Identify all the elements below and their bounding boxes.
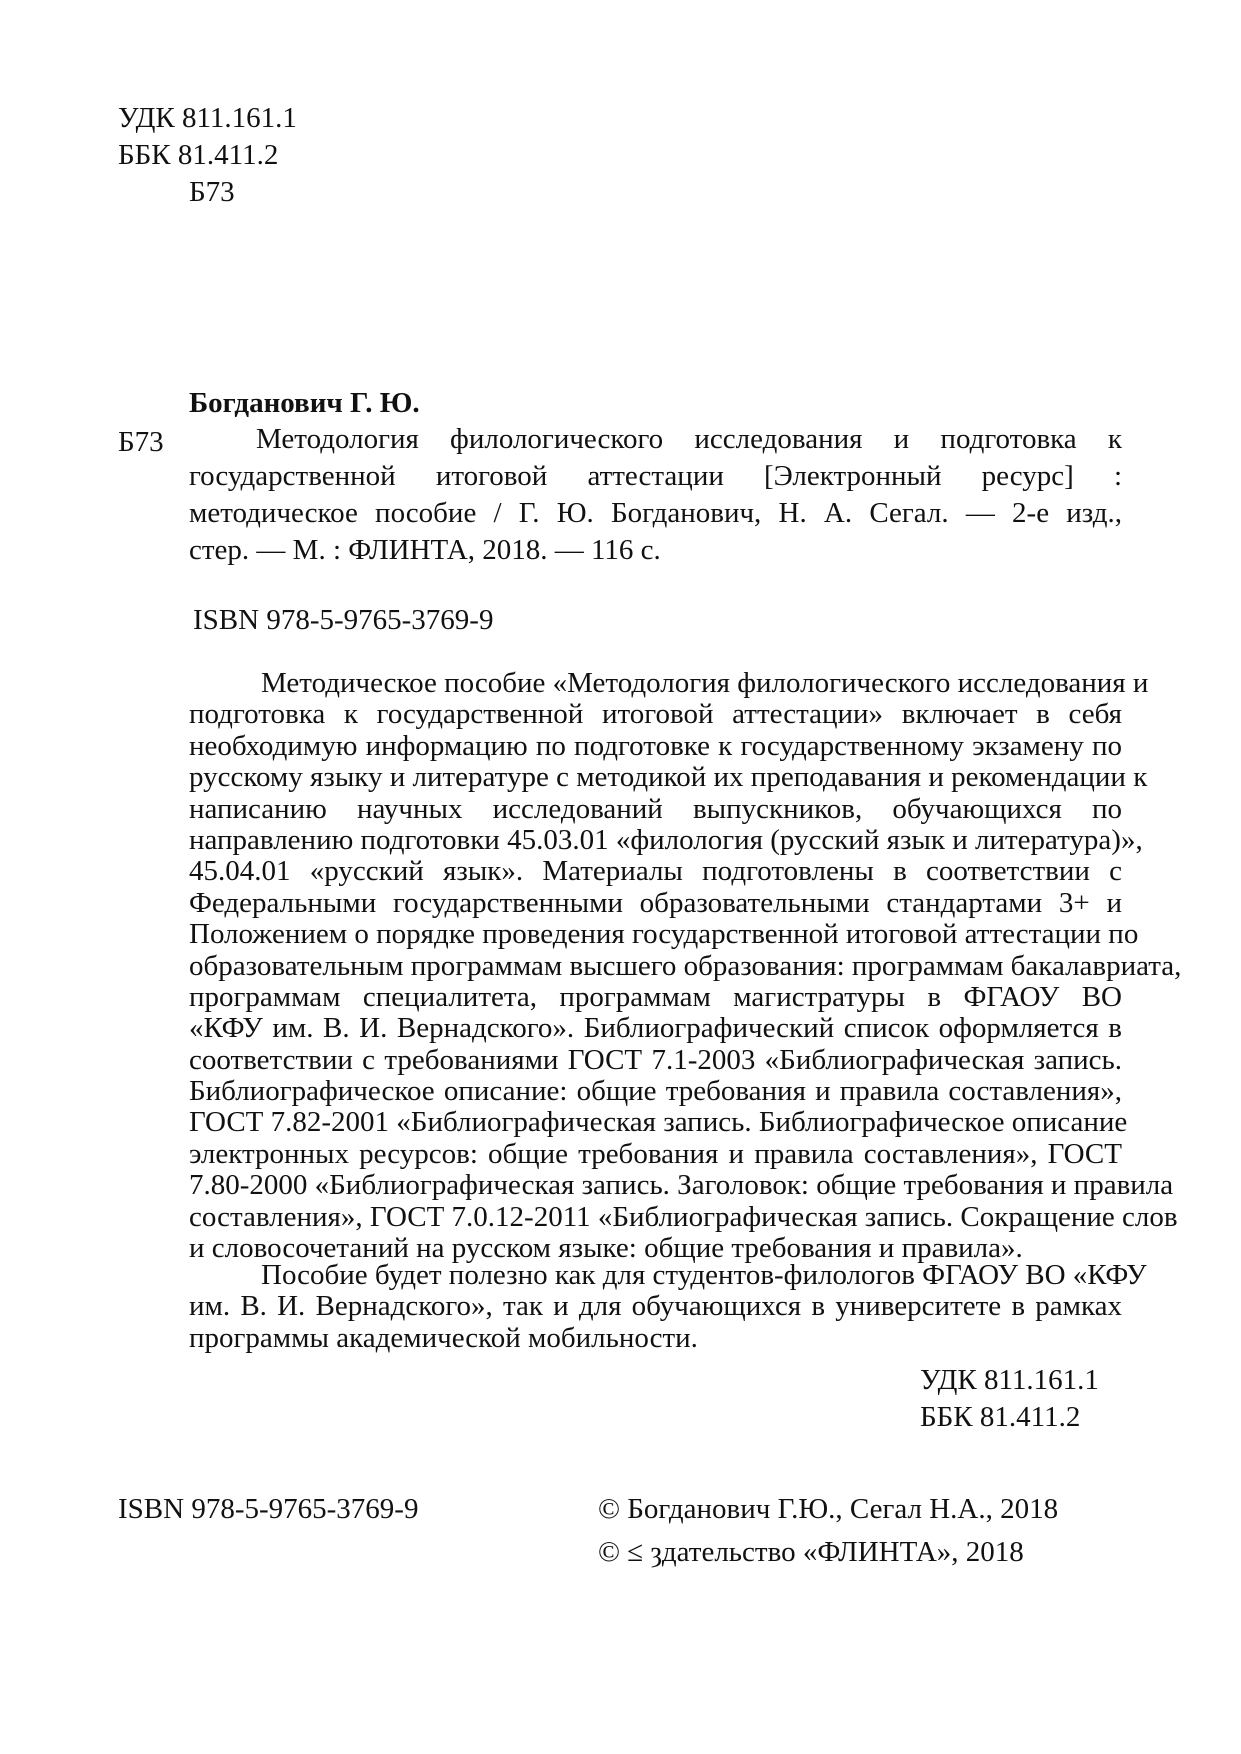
annotation-line: Библиографическое описание: общие требования и правила составления», <box>189 1075 1122 1108</box>
copyright-authors: © Богданович Г.Ю., Сегал Н.А., 2018 <box>598 1493 1059 1525</box>
annotation-line: 7.80-2000 «Библиографическая запись. Заголовок: общие требования и правила <box>189 1169 1174 1202</box>
annotation-line: Положением о порядке проведения государственной итоговой аттестации по <box>189 918 1139 951</box>
entry-description <box>189 421 1122 569</box>
annotation-line: направлению подготовки 45.03.01 «филология (русский язык и литература)», <box>189 823 1143 856</box>
entry-isbn: ISBN 978-5-9765-3769-9 <box>193 604 494 636</box>
annotation-line: и словосочетаний на русском языке: общие требования и правила». <box>189 1232 1023 1265</box>
entry-line: Методология филологического исследования и подготовка к <box>256 423 1122 455</box>
entry-mark: Б73 <box>118 426 164 458</box>
bbk-code-bottom: ББК 81.411.2 <box>920 1401 1081 1433</box>
annotation-line: подготовка к государственной итоговой аттестации» включает в себя <box>189 698 1122 731</box>
annotation-line: Пособие будет полезно как для студентов-филологов ФГАОУ ВО «КФУ <box>261 1259 1147 1291</box>
annotation-line: Федеральными государственными образовательными стандартами 3+ и <box>189 886 1122 919</box>
annotation-line: 45.04.01 «русский язык». Материалы подготовлены в соответствии с <box>189 855 1122 888</box>
annotation-line: ГОСТ 7.82-2001 «Библиографическая запись. Библиографическое описание <box>189 1106 1128 1139</box>
copyright-isbn: ISBN 978-5-9765-3769-9 <box>118 1493 419 1525</box>
entry-line: методическое пособие / Г. Ю. Богданович, Н. А. Сегал. — 2-е изд., <box>189 497 1122 529</box>
annotation-line: русскому языку и литературе с методикой их преподавания и рекомендации к <box>189 761 1148 794</box>
annotation-line: соответствии с требованиями ГОСТ 7.1-2003 «Библиографическая запись. <box>189 1043 1122 1076</box>
entry-line: стер. — М. : ФЛИНТА, 2018. — 116 с. <box>189 534 661 566</box>
bbk-code-top: ББК 81.411.2 <box>118 139 279 171</box>
copyright-publisher: © ≤ ȝдательство «ФЛИНТА», 2018 <box>598 1536 1024 1568</box>
annotation-line: написанию научных исследований выпускников, обучающихся по <box>189 792 1122 825</box>
annotation-line: им. В. И. Вернадского», так и для обучающихся в университете в рамках <box>189 1290 1122 1323</box>
author-mark-top: Б73 <box>189 176 235 208</box>
annotation-paragraph-1 <box>189 667 1182 1265</box>
udk-code-top: УДК 811.161.1 <box>118 102 297 134</box>
annotation-line: Методическое пособие «Методология филологического исследования и <box>261 667 1149 699</box>
annotation-line: программы академической мобильности. <box>189 1321 698 1354</box>
annotation-line: «КФУ им. В. И. Вернадского». Библиографический список оформляется в <box>189 1012 1122 1045</box>
entry-line: государственной итоговой аттестации [Электронный ресурс] : <box>189 460 1122 492</box>
annotation-line: составления», ГОСТ 7.0.12-2011 «Библиографическая запись. Сокращение слов <box>189 1200 1178 1233</box>
annotation-line: программам специалитета, программам магистратуры в ФГАОУ ВО <box>189 980 1122 1013</box>
entry-author: Богданович Г. Ю. <box>189 387 420 419</box>
annotation-line: необходимую информацию по подготовке к государственному экзамену по <box>189 729 1122 762</box>
annotation-line: образовательным программам высшего образования: программам бакалавриата, <box>189 949 1182 982</box>
annotation-line: электронных ресурсов: общие требования и правила составления», ГОСТ <box>189 1137 1122 1170</box>
udk-code-bottom: УДК 811.161.1 <box>920 1364 1099 1396</box>
annotation-paragraph-2 <box>189 1259 1147 1354</box>
